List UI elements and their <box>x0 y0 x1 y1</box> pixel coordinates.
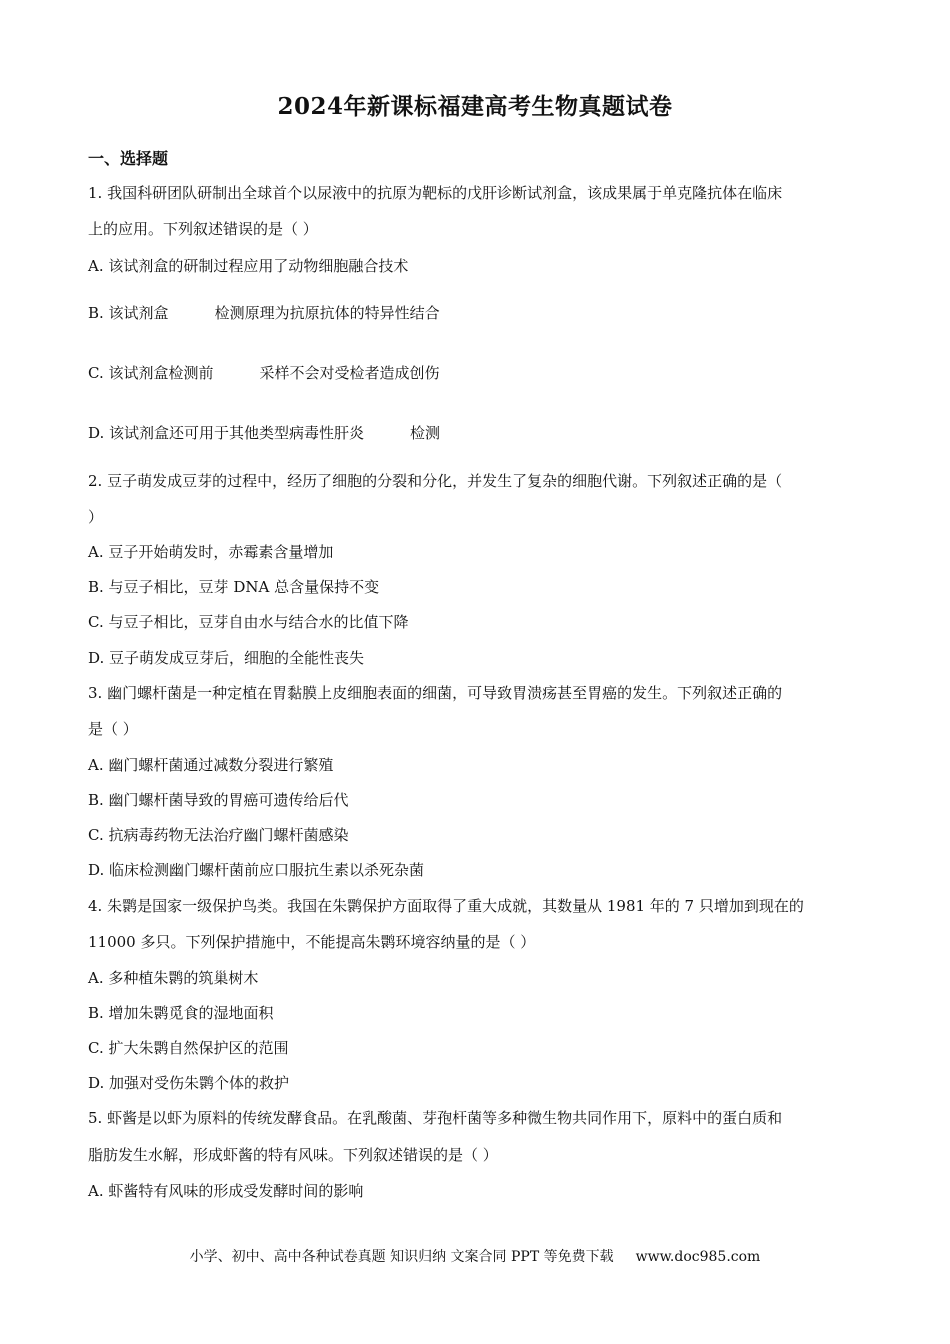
q3-option-a: A. 幽门螺杆菌通过减数分裂进行繁殖 <box>88 756 334 774</box>
q1-option-c-part1: C. 该试剂盒检测前 <box>88 364 214 382</box>
q1-stem-line1: 1. 我国科研团队研制出全球首个以尿液中的抗原为靶标的戊肝诊断试剂盒，该成果属于单克隆抗体在临床 <box>88 184 783 202</box>
q4-option-d: D. 加强对受伤朱鹮个体的救护 <box>88 1074 290 1092</box>
q2-option-a: A. 豆子开始萌发时，赤霉素含量增加 <box>88 543 334 561</box>
page-title: 2024年新课标福建高考生物真题试卷 <box>277 93 673 120</box>
page-footer <box>0 1246 950 1266</box>
q1-option-d-part1: D. 该试剂盒还可用于其他类型病毒性肝炎 <box>88 424 365 442</box>
q3-option-b: B. 幽门螺杆菌导致的胃癌可遗传给后代 <box>88 791 349 809</box>
q1-option-c-part2: 采样不会对受检者造成创伤 <box>259 364 440 382</box>
q2-option-c: C. 与豆子相比，豆芽自由水与结合水的比值下降 <box>88 613 409 631</box>
q1-option-b-part1: B. 该试剂盒 <box>88 304 169 322</box>
footer-link[interactable]: www.doc985.com <box>635 1249 761 1265</box>
q1-option-a: A. 该试剂盒的研制过程应用了动物细胞融合技术 <box>88 257 409 275</box>
q2-option-b: B. 与豆子相比，豆芽 DNA 总含量保持不变 <box>88 578 380 596</box>
q3-option-d: D. 临床检测幽门螺杆菌前应口服抗生素以杀死杂菌 <box>88 861 425 879</box>
q1-stem-line2: 上的应用。下列叙述错误的是（ ） <box>88 220 318 238</box>
q4-option-b: B. 增加朱鹮觅食的湿地面积 <box>88 1004 274 1022</box>
q2-option-d: D. 豆子萌发成豆芽后，细胞的全能性丧失 <box>88 649 365 667</box>
q4-option-a: A. 多种植朱鹮的筑巢树木 <box>88 969 259 987</box>
section-heading: 一、选择题 <box>88 149 169 168</box>
q3-option-c: C. 抗病毒药物无法治疗幽门螺杆菌感染 <box>88 826 349 844</box>
q3-stem-line2: 是（ ） <box>88 720 138 738</box>
q4-stem-line2: 11000 多只。下列保护措施中，不能提高朱鹮环境容纳量的是（ ） <box>88 933 536 951</box>
q1-option-b-part2: 检测原理为抗原抗体的特异性结合 <box>214 304 440 322</box>
q1-option-d-part2: 检测 <box>410 424 441 442</box>
q4-option-c: C. 扩大朱鹮自然保护区的范围 <box>88 1039 289 1057</box>
footer-text: 小学、初中、高中各种试卷真题 知识归纳 文案合同 PPT 等免费下载 <box>189 1249 614 1265</box>
q5-stem-line1: 5. 虾酱是以虾为原料的传统发酵食品。在乳酸菌、芽孢杆菌等多种微生物共同作用下，原料中的蛋白质和 <box>88 1109 783 1127</box>
q3-stem-line1: 3. 幽门螺杆菌是一种定植在胃黏膜上皮细胞表面的细菌，可导致胃溃疡甚至胃癌的发生。下列叙述正确的 <box>88 684 783 702</box>
q2-stem-line2: ） <box>88 508 104 526</box>
q2-stem-line1: 2. 豆子萌发成豆芽的过程中，经历了细胞的分裂和分化，并发生了复杂的细胞代谢。下列叙述正确的是（ <box>88 472 783 490</box>
q1-option-c <box>88 362 440 383</box>
q4-stem-line1: 4. 朱鹮是国家一级保护鸟类。我国在朱鹮保护方面取得了重大成就，其数量从 1981 年的 7 只增加到现在的 <box>88 897 804 915</box>
q5-stem-line2: 脂肪发生水解，形成虾酱的特有风味。下列叙述错误的是（ ） <box>88 1146 498 1164</box>
q1-option-d <box>88 422 440 443</box>
q5-option-a: A. 虾酱特有风味的形成受发酵时间的影响 <box>88 1182 364 1200</box>
q1-option-b <box>88 302 440 323</box>
